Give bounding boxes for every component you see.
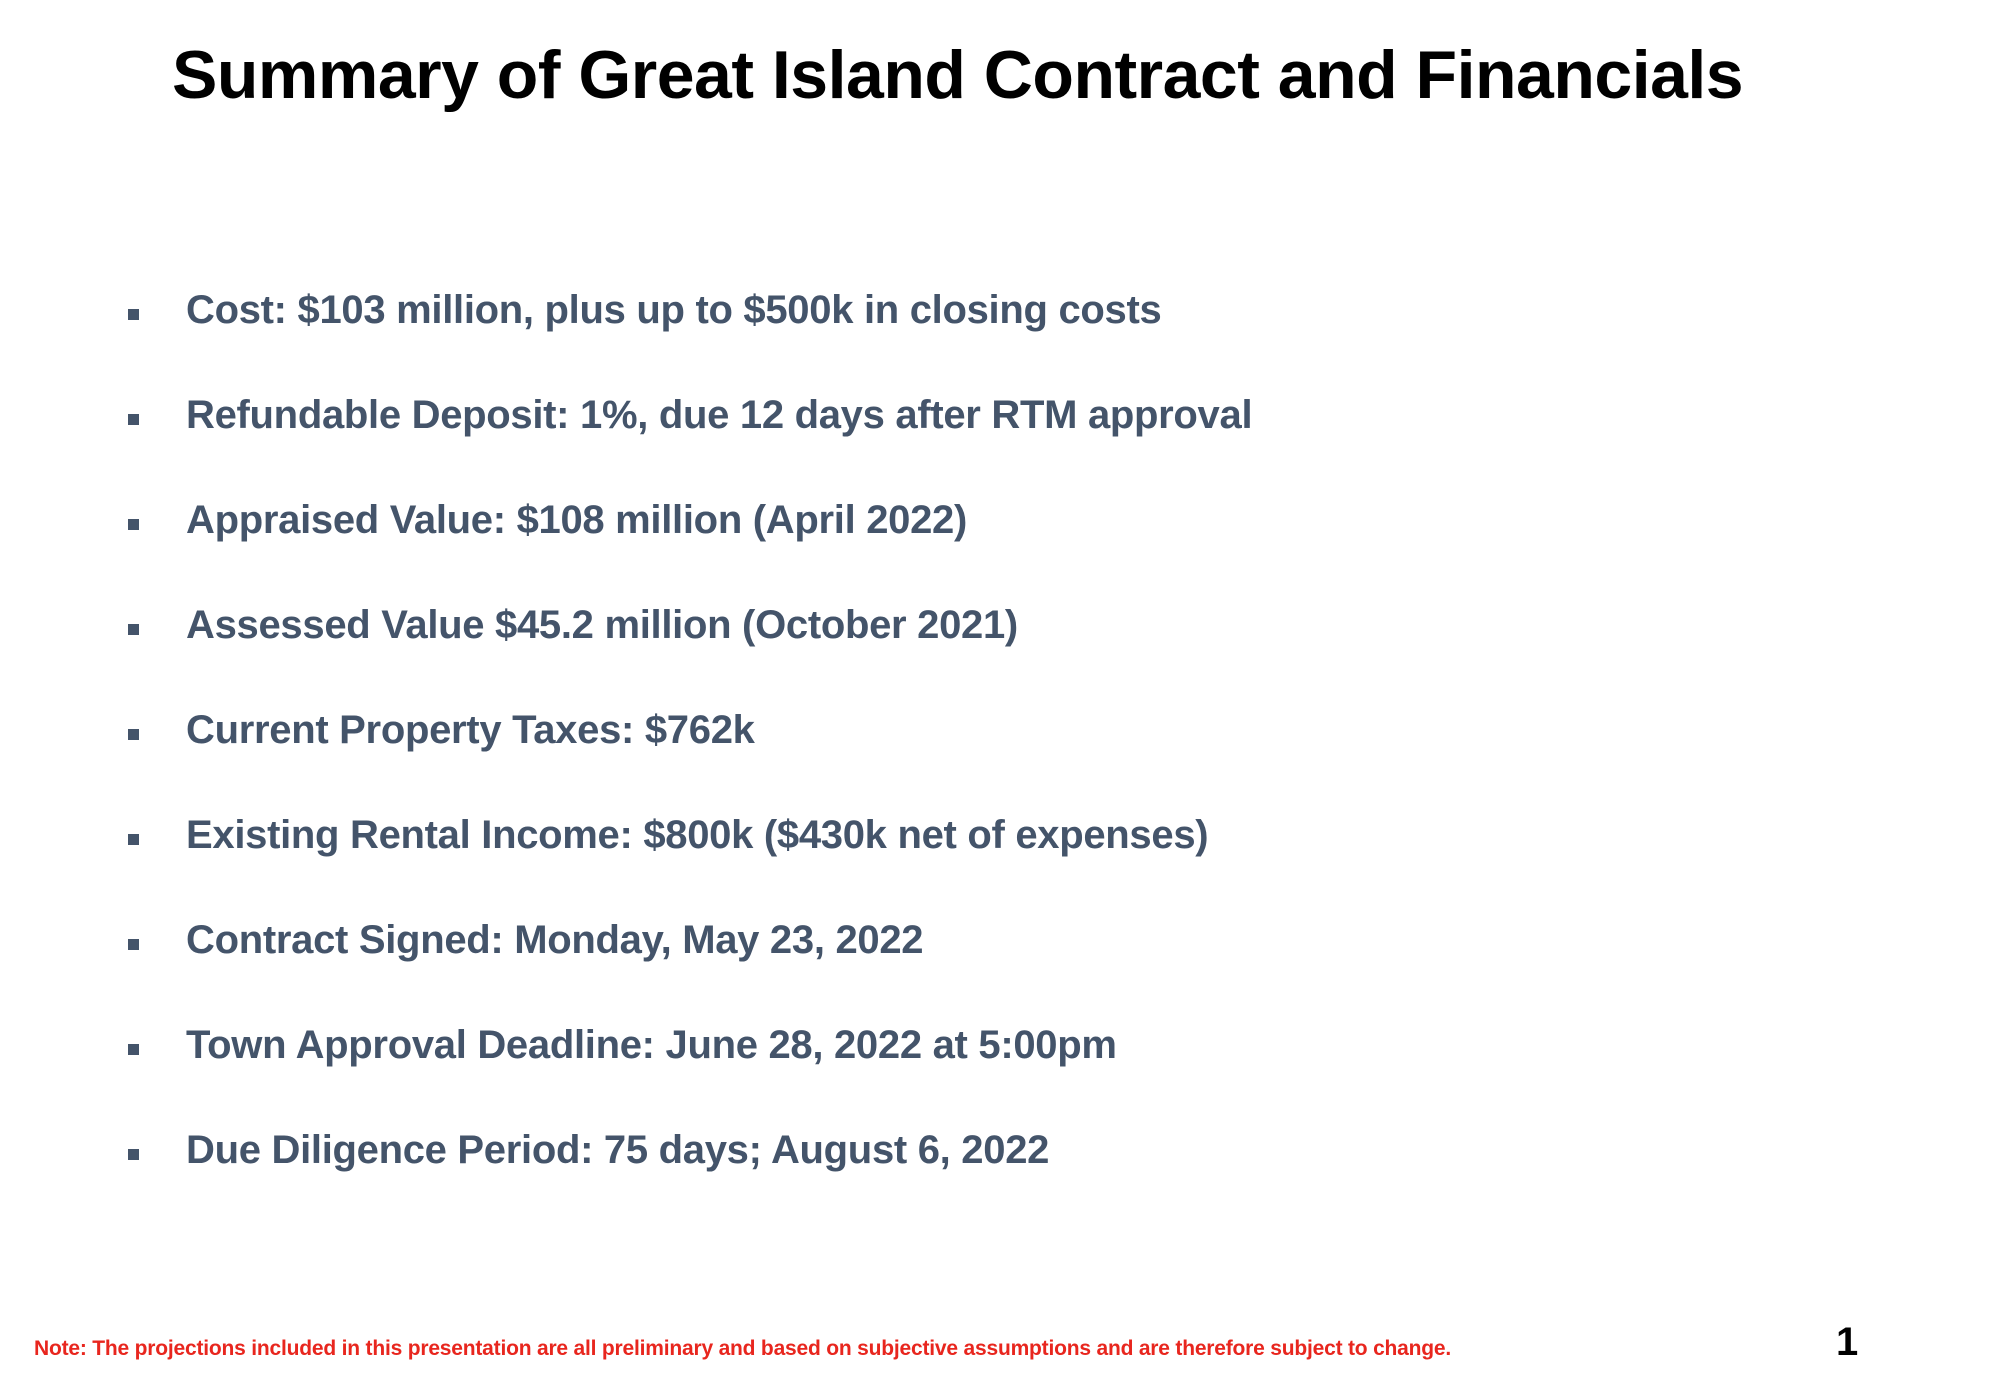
slide-title: Summary of Great Island Contract and Financials	[172, 37, 1744, 113]
bullet-item-assessed-value	[128, 593, 1252, 698]
square-bullet-icon	[128, 729, 139, 740]
bullet-text: Appraised Value: $108 million (April 2022)	[186, 498, 968, 542]
square-bullet-icon	[128, 1044, 139, 1055]
bullet-text: Town Approval Deadline: June 28, 2022 at 5:00pm	[186, 1023, 1117, 1067]
square-bullet-icon	[128, 624, 139, 635]
bullet-text: Current Property Taxes: $762k	[186, 708, 755, 752]
square-bullet-icon	[128, 834, 139, 845]
page-number: 1	[1836, 1320, 1859, 1364]
bullet-item-appraised-value	[128, 488, 1252, 593]
disclaimer-note: Note: The projections included in this presentation are all preliminary and based on subjective assumptions and are therefore subject to change.	[34, 1337, 1452, 1360]
bullet-text: Refundable Deposit: 1%, due 12 days after RTM approval	[186, 393, 1253, 437]
bullet-text: Cost: $103 million, plus up to $500k in closing costs	[186, 288, 1162, 332]
bullet-item-rental-income	[128, 803, 1252, 908]
bullet-list	[128, 278, 1252, 1223]
bullet-item-cost	[128, 278, 1252, 383]
bullet-item-deposit	[128, 383, 1252, 488]
bullet-item-due-diligence	[128, 1118, 1252, 1223]
bullet-item-contract-signed	[128, 908, 1252, 1013]
square-bullet-icon	[128, 519, 139, 530]
square-bullet-icon	[128, 414, 139, 425]
square-bullet-icon	[128, 1149, 139, 1160]
bullet-text: Due Diligence Period: 75 days; August 6, 2022	[186, 1128, 1050, 1172]
square-bullet-icon	[128, 309, 139, 320]
bullet-text: Assessed Value $45.2 million (October 2021)	[186, 603, 1018, 647]
square-bullet-icon	[128, 939, 139, 950]
bullet-item-approval-deadline	[128, 1013, 1252, 1118]
bullet-text: Existing Rental Income: $800k ($430k net of expenses)	[186, 813, 1209, 857]
bullet-item-property-taxes	[128, 698, 1252, 803]
bullet-text: Contract Signed: Monday, May 23, 2022	[186, 918, 924, 962]
